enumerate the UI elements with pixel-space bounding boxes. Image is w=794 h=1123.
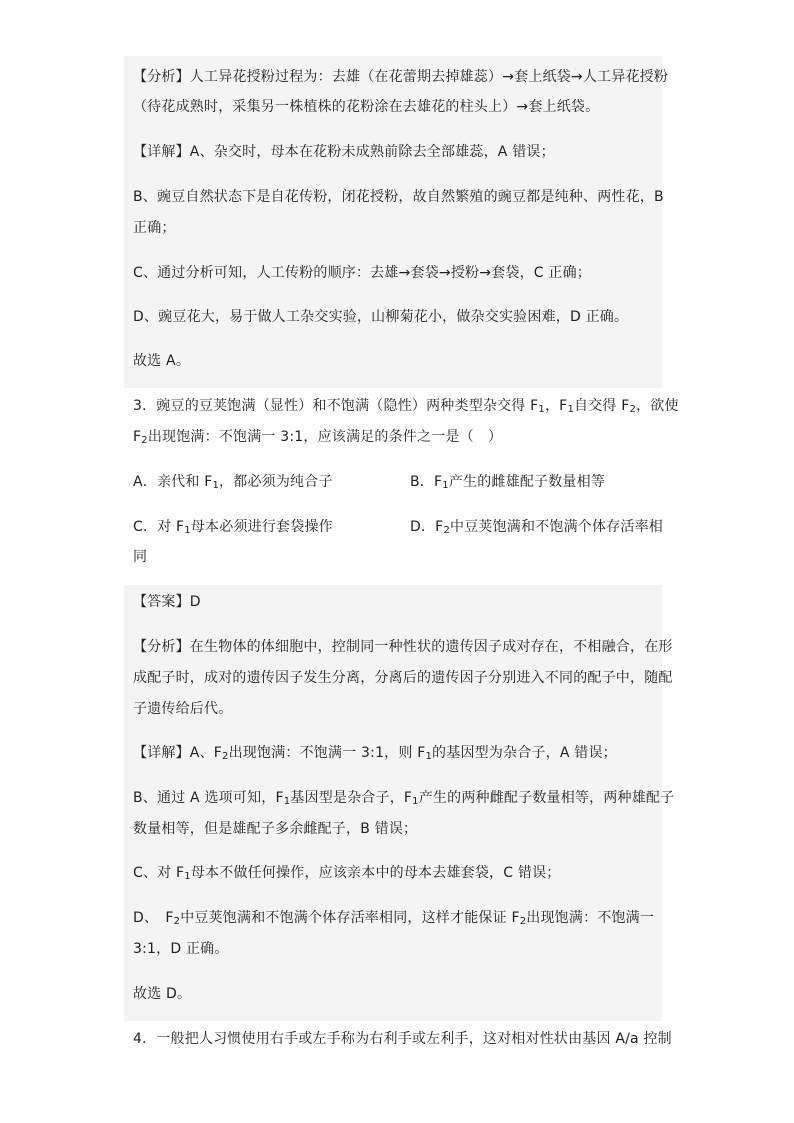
- q2-analysis-line-2: （待花成熟时，采集另一株植株的花粉涂在去雄花的柱头上）→套上纸袋。: [133, 99, 600, 115]
- q3-analysis-line-1: 【分析】在生物体的体细胞中，控制同一种性状的遗传因子成对存在，不相融合，在形: [133, 639, 673, 655]
- q3-detail-line-5: D、 $F_2$中豆荚饱满和不饱满个体存活率相同，这样才能保证 $F_2$出现饱满：不饱满一: [133, 910, 655, 927]
- q3-analysis-line-3: 子遗传给后代。: [133, 701, 233, 717]
- q4-stem-line-1: 4．一般把人习惯使用右手或左手称为右利手或左利手，这对相对性状由基因 A/a 控制: [133, 1031, 672, 1047]
- q3-analysis-line-2: 成配子时，成对的遗传因子发生分离，分离后的遗传因子分别进入不同的配子中，随配: [133, 670, 673, 686]
- q2-detail-line-4: C、通过分析可知，人工传粉的顺序：去雄→套袋→授粉→套袋，C 正确；: [133, 265, 591, 281]
- q3-stem-line-2: $F_2$出现饱满：不饱满一 3:1，应该满足的条件之一是（ ）: [133, 429, 503, 446]
- q3-detail-line-2: B、通过 A 选项可知，$F_1$基因型是杂合子，$F_1$产生的两种雌配子数量相等，两种雄配子: [133, 790, 675, 807]
- q3-detail-line-1: 【详解】A、$F_2$出现饱满：不饱满一 3:1，则 $F_1$的基因型为杂合子，A 错误；: [133, 745, 617, 762]
- q3-option-a: A．亲代和 $F_1$，都必须为纯合子: [133, 474, 333, 491]
- q3-detail-line-3: 数量相等，但是雄配子多余雌配子，B 错误；: [133, 821, 418, 837]
- q2-choose: 故选 A。: [133, 353, 191, 369]
- q2-detail-line-3: 正确；: [133, 220, 176, 236]
- q3-option-d: D．$F_2$中豆荚饱满和不饱满个体存活率相: [410, 519, 663, 536]
- q3-answer: 【答案】D: [133, 594, 201, 610]
- q3-option-b: B．$F_1$产生的雌雄配子数量相等: [410, 474, 606, 491]
- q2-detail-line-2: B、豌豆自然状态下是自花传粉，闭花授粉，故自然繁殖的豌豆都是纯种、两性花，B: [133, 189, 664, 205]
- q2-analysis-line-1: 【分析】人工异花授粉过程为：去雄（在花蕾期去掉雄蕊）→套上纸袋→人工异花授粉: [133, 69, 669, 85]
- q2-detail-line-1: 【详解】A、杂交时，母本在花粉未成熟前除去全部雄蕊，A 错误；: [133, 144, 555, 160]
- q3-detail-line-4: C、对 $F_1$母本不做任何操作，应该亲本中的母本去雄套袋，C 错误；: [133, 865, 561, 882]
- q2-detail-line-5: D、豌豆花大，易于做人工杂交实验，山柳菊花小，做杂交实验困难，D 正确。: [133, 309, 629, 325]
- q3-detail-line-6: 3:1，D 正确。: [133, 941, 229, 957]
- q3-option-c: C．对 $F_1$母本必须进行套袋操作: [133, 519, 333, 536]
- q3-stem-line-1: 3．豌豆的豆荚饱满（显性）和不饱满（隐性）两种类型杂交得 $F_1$，$F_1$自交得 $F_2$，欲使: [133, 398, 679, 415]
- q3-choose: 故选 D。: [133, 986, 192, 1002]
- q3-option-d-wrap: 同: [133, 549, 148, 565]
